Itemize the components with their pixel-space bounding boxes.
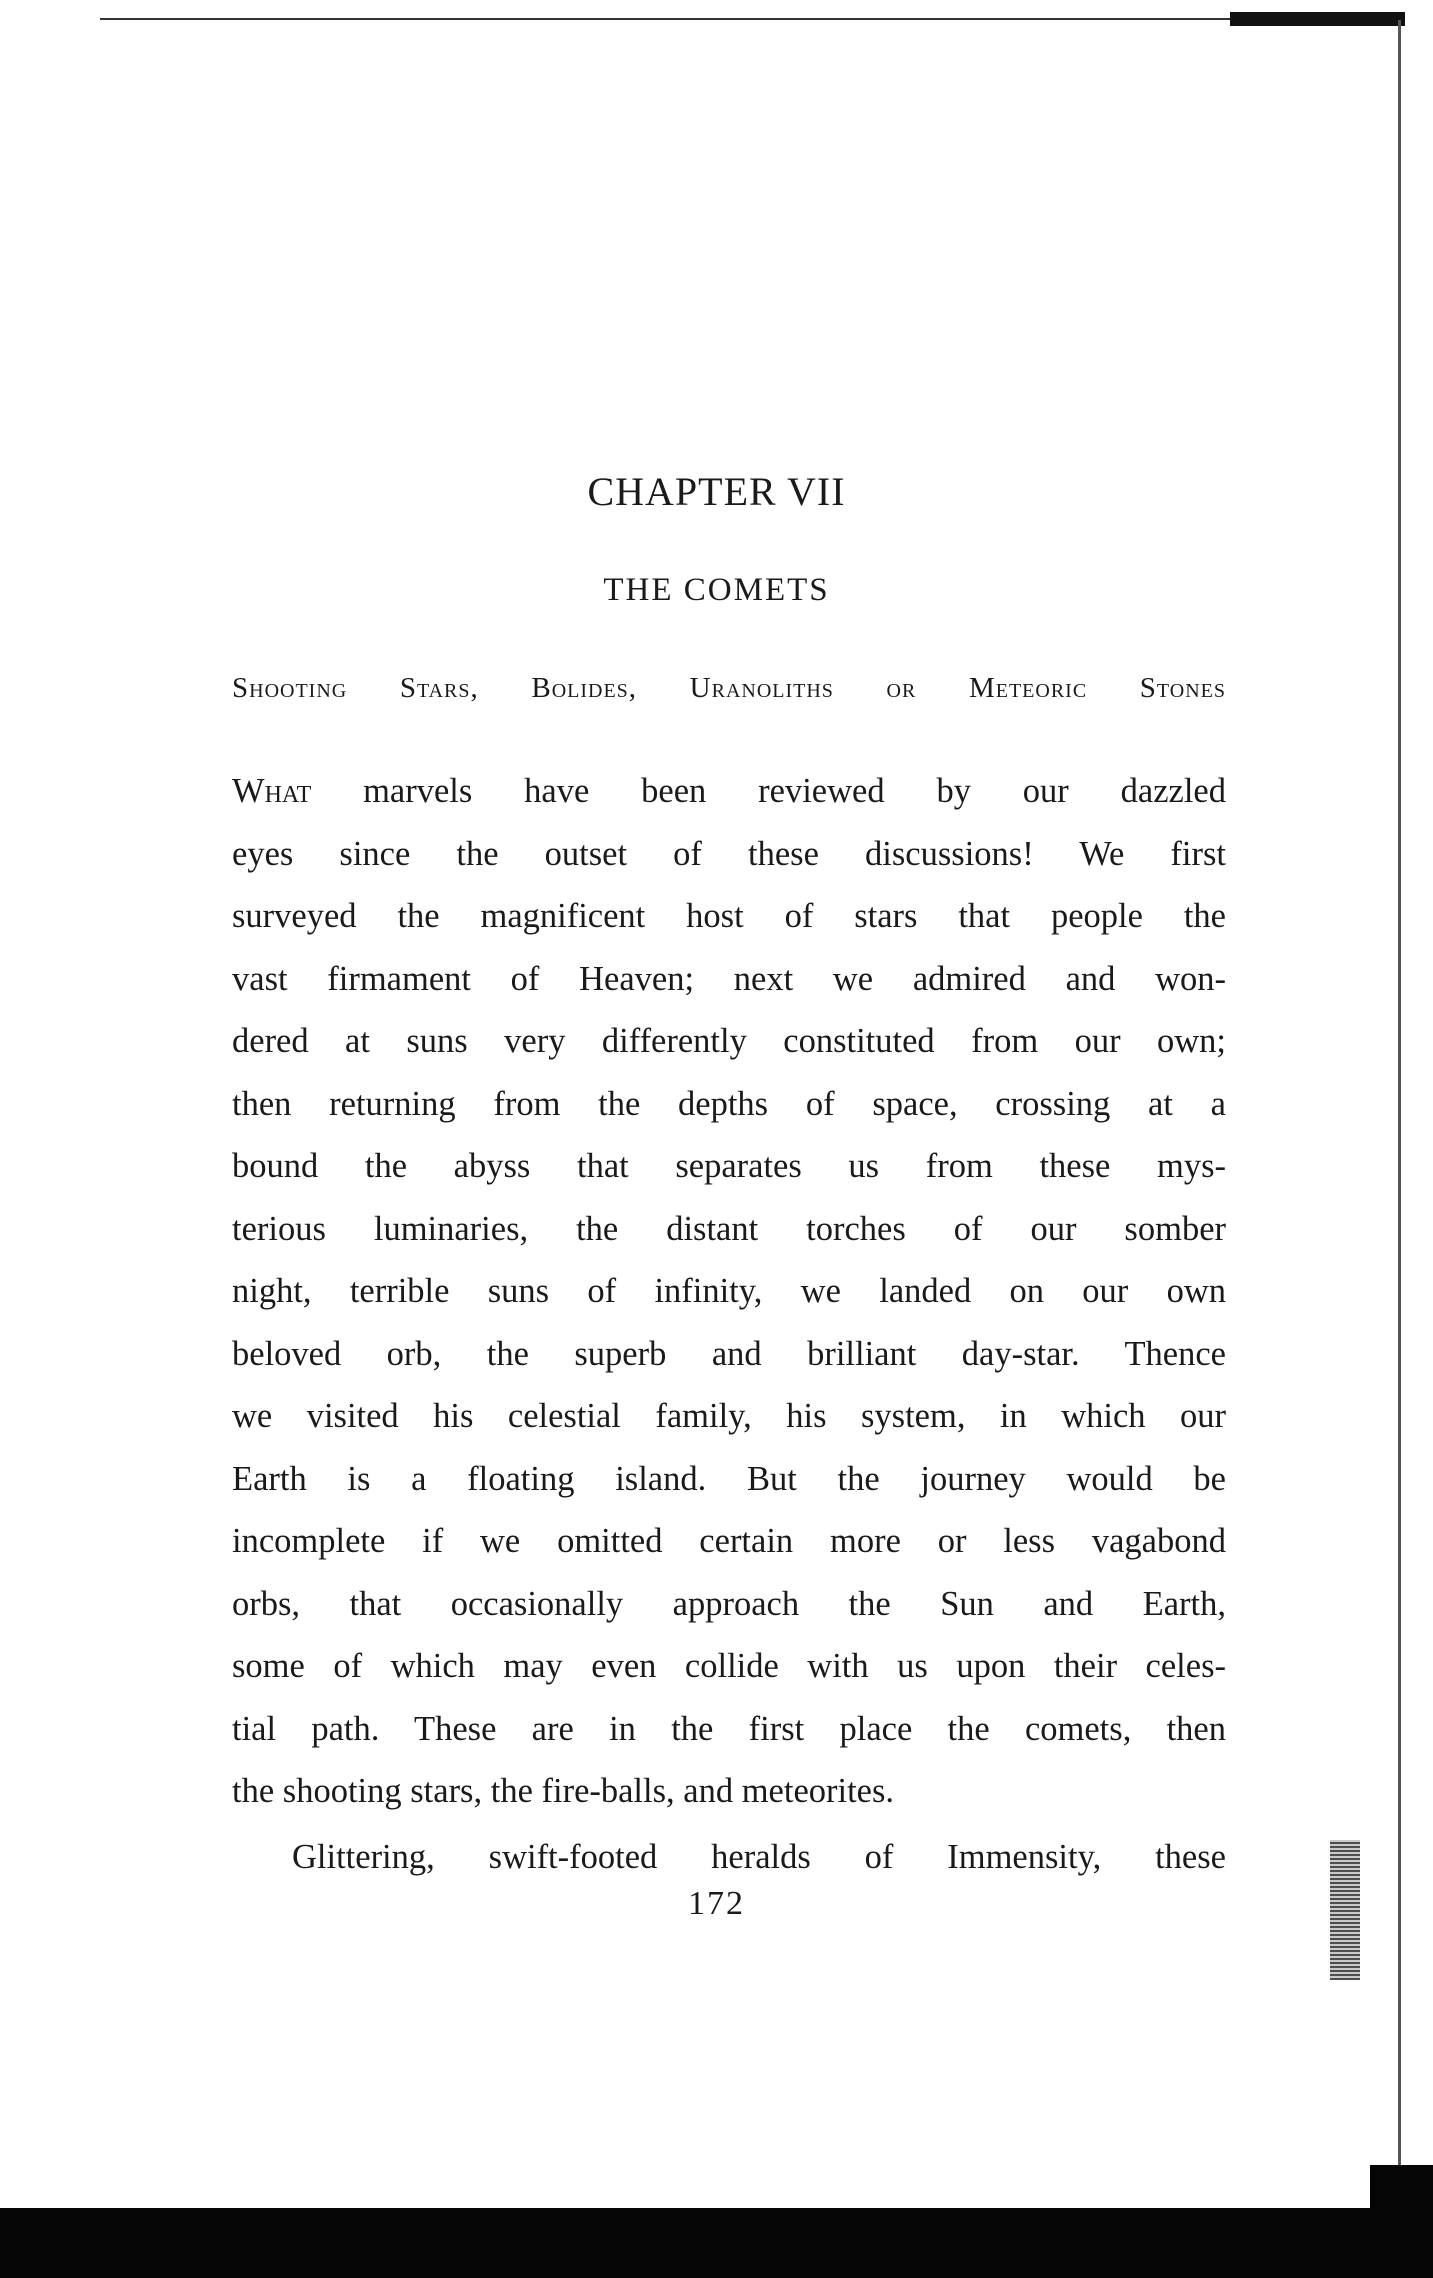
text-line: incomplete if we omitted certain more or less vagabond — [232, 1522, 1226, 1560]
text-line: dered at suns very differently constituted from our own; — [232, 1022, 1226, 1060]
text-line: eyes since the outset of these discussions! We first — [232, 834, 1226, 873]
body-text — [232, 760, 1226, 1888]
text-line: the shooting stars, the fire-balls, and meteorites. — [232, 1772, 895, 1810]
chapter-topics: Shooting Stars, Bolides, Uranoliths or Meteoric Stones — [232, 672, 1226, 704]
text-line-content: marvels have been reviewed by our dazzled — [311, 772, 1226, 810]
text-line: then returning from the depths of space, crossing at a — [232, 1084, 1226, 1123]
text-line-next-paragraph: Glittering, swift-footed heralds of Immensity, these — [292, 1837, 1226, 1876]
text-line: vast firmament of Heaven; next we admired and won- — [232, 959, 1226, 998]
text-line: Earth is a floating island. But the journey would be — [232, 1459, 1226, 1498]
scan-edge-bottom — [0, 2208, 1433, 2278]
text-line: terious luminaries, the distant torches of our somber — [232, 1209, 1226, 1248]
text-line: tial path. These are in the first place the comets, then — [232, 1709, 1226, 1748]
text-line: we visited his celestial family, his system, in which our — [232, 1397, 1226, 1435]
chapter-subtitle: THE COMETS — [603, 572, 830, 608]
text-line: orbs, that occasionally approach the Sun and Earth, — [232, 1584, 1226, 1623]
page-number: 172 — [688, 1885, 745, 1922]
text-line: some of which may even collide with us upon their celes- — [232, 1647, 1226, 1685]
text-line — [232, 760, 1226, 823]
text-line: beloved orb, the superb and brilliant day-star. Thence — [232, 1334, 1226, 1373]
text-line: surveyed the magnificent host of stars that people the — [232, 897, 1226, 935]
lead-word: What — [232, 772, 312, 810]
text-line: night, terrible suns of infinity, we landed on our own — [232, 1272, 1226, 1310]
scan-edge-top — [100, 18, 1390, 20]
text-line: bound the abyss that separates us from these mys- — [232, 1147, 1226, 1185]
scan-edge-top-dark — [1230, 12, 1405, 26]
chapter-title: CHAPTER VII — [587, 469, 846, 514]
